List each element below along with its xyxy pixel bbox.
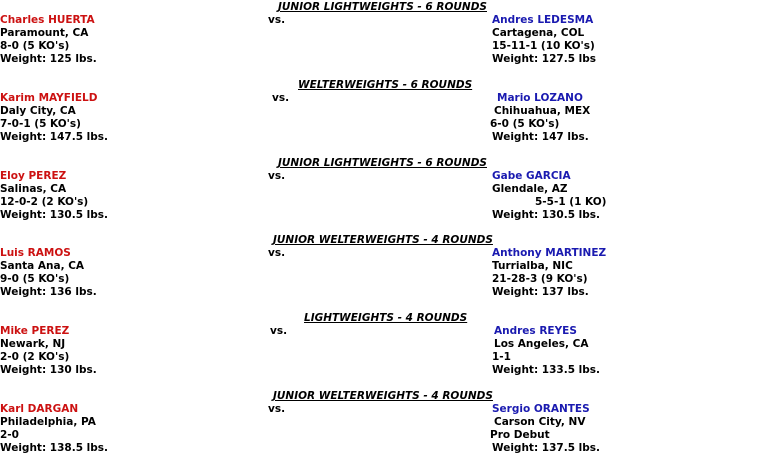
right-fighter-weight: Weight: 127.5 lbs (492, 53, 597, 65)
left-fighter-location: Philadelphia, PA (0, 416, 96, 428)
right-fighter-location: Chihuahua, MEX (494, 105, 591, 117)
right-fighter-weight: Weight: 133.5 lbs. (492, 364, 601, 376)
bout-card (0, 312, 780, 390)
bout-card (0, 79, 780, 157)
right-fighter-record: 21-28-3 (9 KO's) (492, 273, 588, 285)
bout-title: WELTERWEIGHTS - 6 ROUNDS (298, 79, 473, 91)
left-fighter-record: 9-0 (5 KO's) (0, 273, 70, 285)
right-fighter-record: Pro Debut (490, 429, 550, 441)
left-fighter-weight: Weight: 138.5 lbs. (0, 442, 109, 454)
left-fighter-record: 2-0 (2 KO's) (0, 351, 70, 363)
right-fighter-name: Andres LEDESMA (492, 14, 594, 26)
right-fighter-weight: Weight: 130.5 lbs. (492, 209, 601, 221)
versus-label: vs. (268, 170, 286, 182)
bout-card (0, 390, 780, 468)
left-fighter-name: Karim MAYFIELD (0, 92, 98, 104)
right-fighter-name: Gabe GARCIA (492, 170, 571, 182)
versus-label: vs. (268, 247, 286, 259)
left-fighter-weight: Weight: 130.5 lbs. (0, 209, 109, 221)
right-fighter-record: 6-0 (5 KO's) (490, 118, 560, 130)
left-fighter-location: Newark, NJ (0, 338, 66, 350)
right-fighter-location: Glendale, AZ (492, 183, 568, 195)
left-fighter-record: 8-0 (5 KO's) (0, 40, 70, 52)
right-fighter-record: 15-11-1 (10 KO's) (492, 40, 595, 52)
left-fighter-location: Daly City, CA (0, 105, 76, 117)
right-fighter-location: Turrialba, NIC (492, 260, 573, 272)
right-fighter-name: Andres REYES (494, 325, 577, 337)
left-fighter-weight: Weight: 136 lbs. (0, 286, 97, 298)
versus-label: vs. (268, 403, 286, 415)
right-fighter-weight: Weight: 137.5 lbs. (492, 442, 601, 454)
right-fighter-weight: Weight: 137 lbs. (492, 286, 589, 298)
versus-label: vs. (270, 325, 288, 337)
right-fighter-name: Mario LOZANO (497, 92, 583, 104)
bout-title: JUNIOR LIGHTWEIGHTS - 6 ROUNDS (278, 157, 487, 169)
versus-label: vs. (272, 92, 290, 104)
left-fighter-weight: Weight: 125 lbs. (0, 53, 97, 65)
left-fighter-location: Salinas, CA (0, 183, 67, 195)
left-fighter-location: Santa Ana, CA (0, 260, 85, 272)
left-fighter-name: Charles HUERTA (0, 14, 95, 26)
right-fighter-weight: Weight: 147 lbs. (492, 131, 589, 143)
left-fighter-record: 12-0-2 (2 KO's) (0, 196, 89, 208)
versus-label: vs. (268, 14, 286, 26)
right-fighter-name: Anthony MARTINEZ (492, 247, 607, 259)
bout-card (0, 1, 780, 79)
bout-title: JUNIOR LIGHTWEIGHTS - 6 ROUNDS (278, 1, 487, 13)
right-fighter-name: Sergio ORANTES (492, 403, 590, 415)
left-fighter-name: Karl DARGAN (0, 403, 79, 415)
left-fighter-location: Paramount, CA (0, 27, 89, 39)
left-fighter-weight: Weight: 130 lbs. (0, 364, 97, 376)
bout-title: LIGHTWEIGHTS - 4 ROUNDS (304, 312, 468, 324)
left-fighter-name: Mike PEREZ (0, 325, 70, 337)
bout-card (0, 157, 780, 235)
right-fighter-location: Cartagena, COL (492, 27, 585, 39)
left-fighter-record: 7-0-1 (5 KO's) (0, 118, 81, 130)
bout-title: JUNIOR WELTERWEIGHTS - 4 ROUNDS (273, 234, 493, 246)
right-fighter-record: 1-1 (492, 351, 511, 363)
left-fighter-name: Eloy PEREZ (0, 170, 67, 182)
left-fighter-name: Luis RAMOS (0, 247, 71, 259)
left-fighter-weight: Weight: 147.5 lbs. (0, 131, 109, 143)
bout-title: JUNIOR WELTERWEIGHTS - 4 ROUNDS (273, 390, 493, 402)
left-fighter-record: 2-0 (0, 429, 19, 441)
right-fighter-record: 5-5-1 (1 KO) (535, 196, 607, 208)
bout-card (0, 234, 780, 312)
right-fighter-location: Los Angeles, CA (494, 338, 589, 350)
right-fighter-location: Carson City, NV (494, 416, 586, 428)
